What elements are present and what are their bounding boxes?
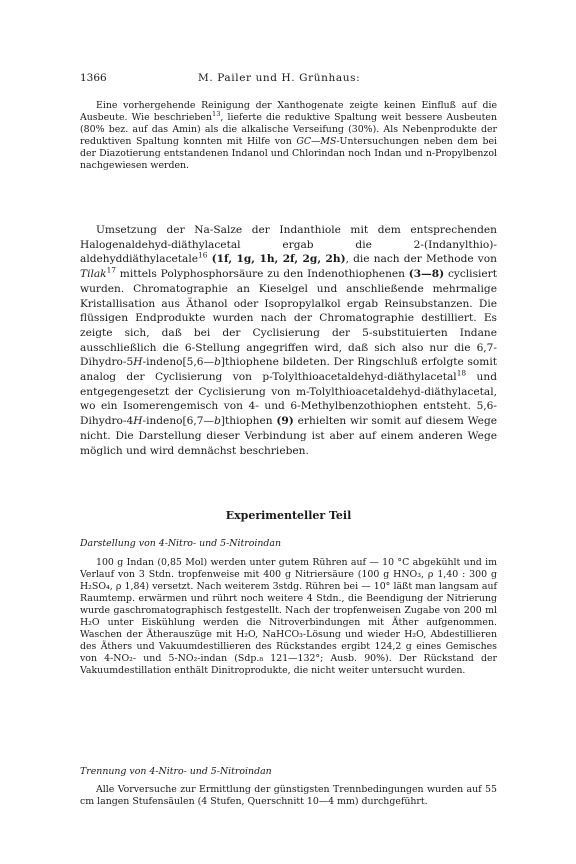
running-title: M. Pailer und H. Grünhaus: bbox=[198, 72, 361, 84]
subsection-heading-separation: Trennung von 4-Nitro- und 5-Nitroindan bbox=[80, 766, 272, 777]
reference-13: 13 bbox=[212, 109, 221, 118]
reference-17: 17 bbox=[106, 265, 117, 275]
section-heading: Experimenteller Teil bbox=[225, 509, 352, 522]
paragraph-separation: Alle Vorversuche zur Ermittlung der günstigsten Trennbedingungen wurden auf 55 cm langen Stufensäulen (4 Stufen, Querschnitt 10—4 mm) durchgeführt. bbox=[80, 784, 497, 807]
subsection-heading-nitration: Darstellung von 4-Nitro- und 5-Nitroindan bbox=[80, 538, 282, 549]
paragraph-xanthogenate: Eine vorhergehende Reinigung der Xanthogenate zeigte keinen Einfluß auf die Ausbeute. Wie beschrieben$^{13}$, lieferte die reduktive Spaltung weit bessere Ausbeuten (80% bez. auf das Amin) als die alkalische Verseifung (30%). Als Nebenprodukte der reduktiven Spaltung konnten mit Hilfe von GC—MS-Untersuchungen neben dem bei der Diazotierung entstandenen Indanol und Chlorindan noch Indan und n-Propylbenzol nachgewiesen werden. bbox=[80, 100, 497, 171]
page-number: 1366 bbox=[80, 72, 107, 84]
reference-18: 18 bbox=[456, 368, 467, 378]
reference-16: 16 bbox=[198, 250, 208, 260]
page-header bbox=[80, 72, 500, 86]
paragraph-indenothiophene-synthesis: Umsetzung der Na-Salze der Indanthiole mit dem entsprechenden Halogenaldehyd-diäthylacetal ergab die 2-(Indanylthio)-aldehyddiäthylacetale$^{16}$ (1f, 1g, 1h, 2f, 2g, 2h), die nach der Methode von Tilak$^{17}$ mittels Polyphosphorsäure zu den Indenothiophenen (3—8) cyclisiert wurden. Chromatographie an Kieselgel und anschließende mehrmalige Kristallisation aus Äthanol oder Isopropylalkol ergab Reinsubstanzen. Die flüssigen Endprodukte wurden nach der Chromatographie destilliert. Es zeigte sich, daß bei der Cyclisierung der 5-substituierten Indane ausschließlich die 6-Stellung angegriffen wird, daß sich also nur die 6,7-Dihydro-5H-indeno[5,6—b]thiophene bildeten. Der Ringschluß erfolgte somit analog der Cyclisierung von p-Tolylthioacetaldehyd-diäthylacetal$^{18}$ und entgegengesetzt der Cyclisierung von m-Tolylthioacetaldehyd-diäthylacetal, wo ein Isomerengemisch von 4- und 6-Methylbenzothiophen entsteht. 5,6-Dihydro-4H-indeno[6,7—b]thiophen (9) erhielten wir somit auf diesem Wege nicht. Die Darstellung dieser Verbindung ist aber auf einem anderen Wege möglich und wird demnächst beschrieben. bbox=[80, 224, 497, 457]
compound-numbers: (1f, 1g, 1h, 2f, 2g, 2h) bbox=[211, 253, 346, 266]
paragraph-nitration-procedure: 100 g Indan (0,85 Mol) werden unter gutem Rühren auf — 10 °C abgekühlt und im Verlauf von 3 Stdn. tropfenweise mit 400 g Nitriersäure (100 g HNO₃, ρ 1,40 : 300 g H₂SO₄, ρ 1,84) versetzt. Nach weiterem 3stdg. Rühren bei — 10° läßt man langsam auf Raumtemp. erwärmen und rührt noch weitere 4 Stdn., die Beendigung der Nitrierung wurde gaschromatographisch festgestellt. Nach der tropfenweisen Zugabe von 200 ml H₂O unter Eiskühlung werden die Nitroverbindungen mit Äther aufgenommen. Waschen der Ätherauszüge mit H₂O, NaHCO₃-Lösung und wieder H₂O, Abdestillieren des Äthers und Vakuumdestillieren des Rückstandes ergibt 124,2 g eines Gemisches von 4-NO₂- und 5-NO₂-indan (Sdp.₈ 121—132°; Ausb. 90%). Der Rückstand der Vakuumdestillation enthält Dinitroprodukte, die nicht weiter untersucht wurden. bbox=[80, 557, 497, 676]
